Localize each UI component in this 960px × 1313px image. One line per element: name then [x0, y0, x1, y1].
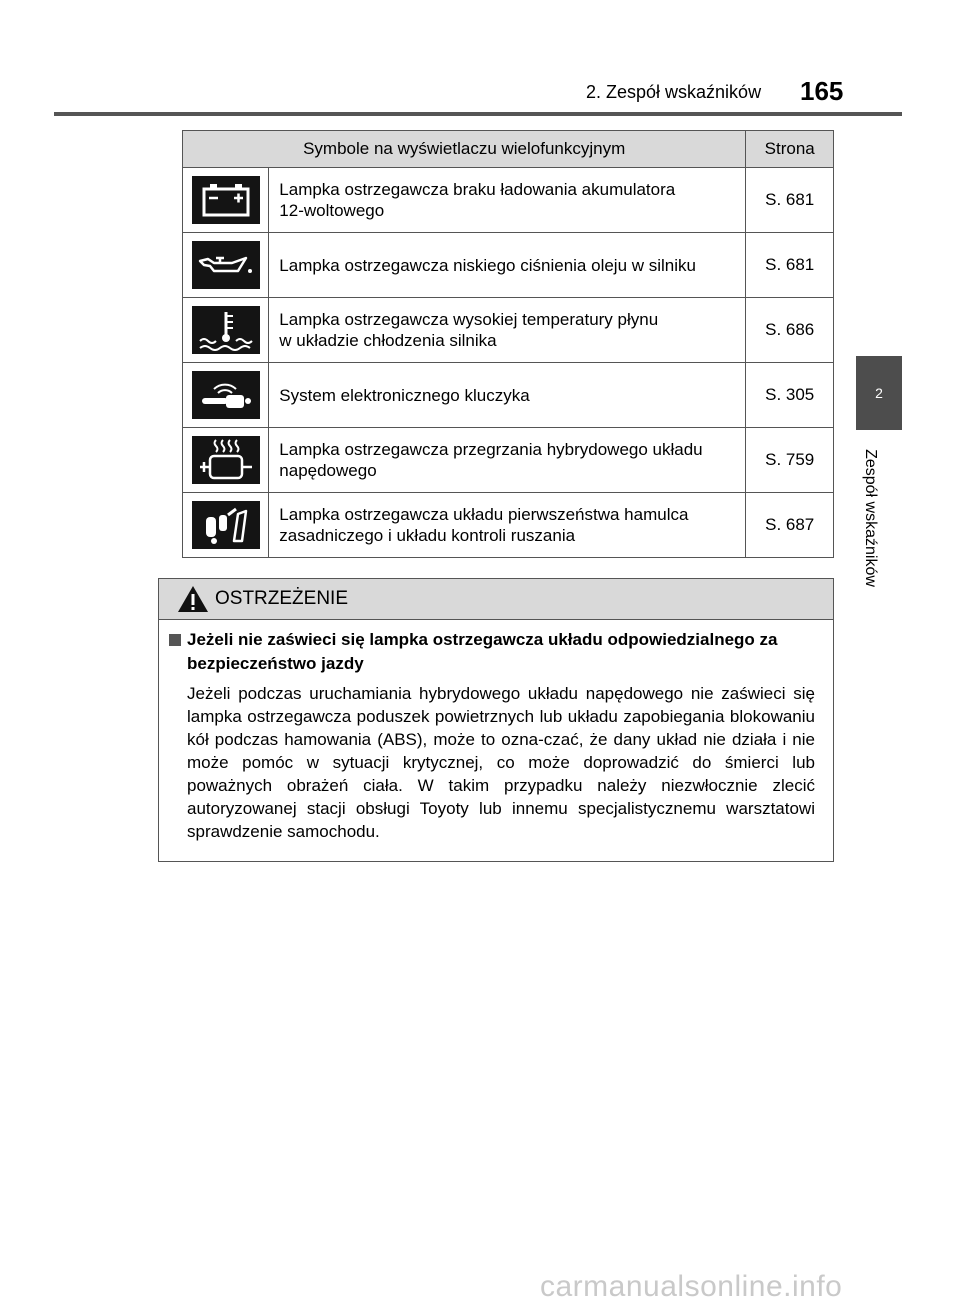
row-page: S. 686 [746, 298, 834, 363]
row-page: S. 681 [746, 168, 834, 233]
table-row [183, 233, 834, 298]
bullet-square-icon [169, 634, 181, 646]
brake-override-icon [192, 501, 260, 549]
table-row [183, 428, 834, 493]
watermark: carmanualsonline.info [540, 1270, 843, 1303]
battery-icon [192, 176, 260, 224]
icon-cell [183, 493, 269, 558]
icon-cell [183, 363, 269, 428]
side-tab-number: 2 [875, 385, 883, 401]
row-description: Lampka ostrzegawcza braku ładowania akumulatora 12-woltowego [269, 168, 746, 233]
smart-key-icon [192, 371, 260, 419]
warning-title: OSTRZEŻENIE [215, 588, 349, 609]
oil-can-icon [192, 241, 260, 289]
warning-header [159, 579, 833, 620]
table-header-row [183, 131, 834, 168]
warning-body [159, 620, 833, 843]
icon-cell [183, 298, 269, 363]
side-tab [856, 356, 902, 430]
row-description: Lampka ostrzegawcza wysokiej temperatury płynu w układzie chłodzenia silnika [269, 298, 746, 363]
coolant-temperature-icon [192, 306, 260, 354]
row-page: S. 759 [746, 428, 834, 493]
row-description: System elektronicznego kluczyka [269, 363, 746, 428]
hybrid-overheat-icon [192, 436, 260, 484]
page-number: 165 [800, 76, 844, 106]
row-page: S. 687 [746, 493, 834, 558]
column-header-page: Strona [746, 131, 834, 168]
column-header-symbols: Symbole na wyświetlaczu wielofunkcyjnym [183, 131, 746, 168]
row-description: Lampka ostrzegawcza układu pierwszeństwa hamulca zasadniczego i układu kontroli ruszania [269, 493, 746, 558]
header-rule [54, 112, 902, 116]
symbols-table [182, 130, 834, 558]
header-title: 2. Zespół wskaźników [586, 82, 762, 102]
warning-heading: Jeżeli nie zaświeci się lampka ostrzegawcza układu odpowiedzialnego za bezpieczeństwo jazdy [169, 628, 815, 676]
icon-cell [183, 168, 269, 233]
table-row [183, 493, 834, 558]
row-page: S. 305 [746, 363, 834, 428]
row-description: Lampka ostrzegawcza przegrzania hybrydowego układu napędowego [269, 428, 746, 493]
side-tab-label: Zespół wskaźników [862, 449, 879, 587]
icon-cell [183, 428, 269, 493]
table-row [183, 168, 834, 233]
icon-cell [183, 233, 269, 298]
table-row [183, 363, 834, 428]
row-description: Lampka ostrzegawcza niskiego ciśnienia oleju w silniku [269, 233, 746, 298]
table-row [183, 298, 834, 363]
warning-triangle-icon [177, 585, 209, 613]
warning-box [158, 578, 834, 862]
row-page: S. 681 [746, 233, 834, 298]
warning-text: Jeżeli podczas uruchamiania hybrydowego układu napędowego nie zaświeci się lampka ostrzegawcza poduszek powietrznych lub układu zapobiegania blokowaniu kół podczas hamowania (ABS), może to ozna-czać, że dany układ nie działa i nie może pomóc w sytuacji krytycznej, co może doprowadzić do śmierci lub poważnych obrażeń ciała. W takim przypadku należy niezwłocznie zlecić autoryzowanej stacji obsługi Toyoty lub innemu specjalistycznemu warsztatowi sprawdzenie samochodu. [187, 684, 815, 841]
